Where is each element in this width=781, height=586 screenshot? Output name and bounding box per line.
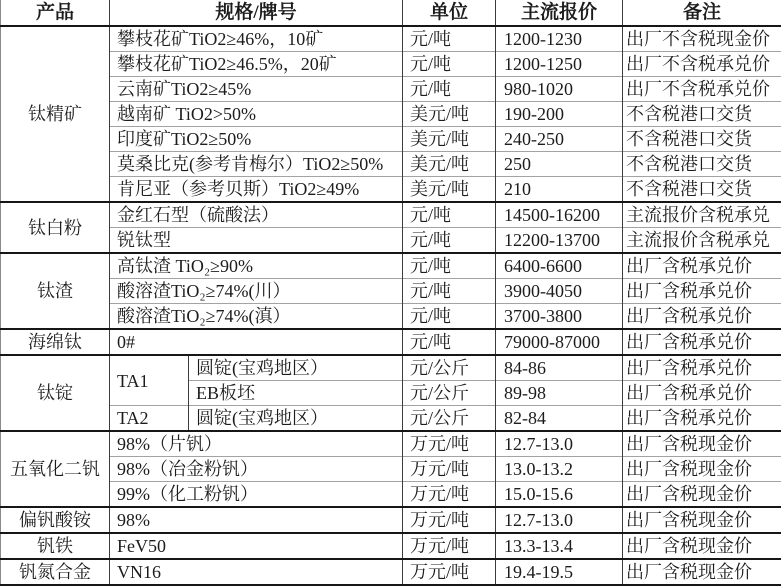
remark-cell: 出厂含税现金价 [623, 457, 781, 482]
table-row [1, 228, 781, 254]
remark-cell: 出厂含税承兑价 [623, 381, 781, 406]
spec-cell: 98%（冶金粉钒） [110, 457, 403, 482]
unit-cell: 元/吨 [403, 329, 496, 355]
header-row [1, 0, 781, 26]
column-header-price: 主流报价 [496, 0, 623, 26]
table-row [1, 77, 781, 102]
price-cell: 3700-3800 [496, 304, 623, 330]
spec-cell: EB板坯 [189, 381, 403, 406]
spec-cell: 圆锭(宝鸡地区） [189, 406, 403, 432]
column-header-spec: 规格/牌号 [110, 0, 403, 26]
remark-cell: 出厂含税承兑价 [623, 279, 781, 304]
spec-cell: 酸溶渣TiO₂≥74%(川） [110, 279, 403, 304]
table-row [1, 431, 781, 457]
product-cell: 钛白粉 [1, 202, 110, 253]
table-row [1, 202, 781, 228]
table-row [1, 127, 781, 152]
unit-cell: 万元/吨 [403, 559, 496, 585]
unit-cell: 元/公斤 [403, 355, 496, 381]
unit-cell: 万元/吨 [403, 533, 496, 559]
spec-cell: 攀枝花矿TiO2≥46.5%，20矿 [110, 52, 403, 77]
spec-cell: 攀枝花矿TiO2≥46%，10矿 [110, 26, 403, 52]
price-cell: 1200-1250 [496, 52, 623, 77]
table-row [1, 482, 781, 508]
price-cell: 3900-4050 [496, 279, 623, 304]
price-cell: 15.0-15.6 [496, 482, 623, 508]
spec-cell: 圆锭(宝鸡地区） [189, 355, 403, 381]
table-row [1, 279, 781, 304]
table-row [1, 52, 781, 77]
spec-cell: 98%（片钒） [110, 431, 403, 457]
table-row [1, 406, 781, 432]
spec-cell: 云南矿TiO2≥45% [110, 77, 403, 102]
spec-cell: 0# [110, 329, 403, 355]
price-cell: 79000-87000 [496, 329, 623, 355]
spec-cell: 98% [110, 507, 403, 533]
unit-cell: 美元/吨 [403, 127, 496, 152]
spec-cell: 酸溶渣TiO₂≥74%(滇） [110, 304, 403, 330]
price-cell: 89-98 [496, 381, 623, 406]
unit-cell: 万元/吨 [403, 482, 496, 508]
spec-cell: 金红石型（硫酸法） [110, 202, 403, 228]
product-cell: 五氧化二钒 [1, 431, 110, 507]
unit-cell: 元/吨 [403, 52, 496, 77]
remark-cell: 出厂不含税承兑价 [623, 52, 781, 77]
remark-cell: 出厂含税现金价 [623, 482, 781, 508]
price-cell: 250 [496, 152, 623, 177]
price-cell: 980-1020 [496, 77, 623, 102]
table-row [1, 304, 781, 330]
remark-cell: 出厂含税现金价 [623, 559, 781, 585]
grade-cell: TA1 [110, 355, 189, 406]
remark-cell: 出厂含税承兑价 [623, 329, 781, 355]
unit-cell: 美元/吨 [403, 102, 496, 127]
unit-cell: 元/吨 [403, 26, 496, 52]
table-row [1, 559, 781, 585]
price-cell: 12200-13700 [496, 228, 623, 254]
unit-cell: 元/公斤 [403, 406, 496, 432]
table-row [1, 507, 781, 533]
remark-cell: 不含税港口交货 [623, 177, 781, 203]
column-header-remark: 备注 [623, 0, 781, 26]
column-header-product: 产品 [1, 0, 110, 26]
price-cell: 13.0-13.2 [496, 457, 623, 482]
unit-cell: 元/吨 [403, 304, 496, 330]
unit-cell: 元/吨 [403, 202, 496, 228]
remark-cell: 出厂含税现金价 [623, 507, 781, 533]
unit-cell: 元/吨 [403, 77, 496, 102]
price-cell: 240-250 [496, 127, 623, 152]
spec-cell: 锐钛型 [110, 228, 403, 254]
product-cell: 钒铁 [1, 533, 110, 559]
spec-cell: 高钛渣 TiO₂≥90% [110, 253, 403, 279]
unit-cell: 美元/吨 [403, 177, 496, 203]
price-cell: 14500-16200 [496, 202, 623, 228]
spec-cell: 印度矿TiO2≥50% [110, 127, 403, 152]
table-row [1, 533, 781, 559]
remark-cell: 出厂含税承兑价 [623, 253, 781, 279]
table-row [1, 457, 781, 482]
price-cell: 13.3-13.4 [496, 533, 623, 559]
table-row [1, 253, 781, 279]
product-cell: 海绵钛 [1, 329, 110, 355]
price-cell: 82-84 [496, 406, 623, 432]
column-header-unit: 单位 [403, 0, 496, 26]
remark-cell: 不含税港口交货 [623, 102, 781, 127]
table-row [1, 329, 781, 355]
table-row [1, 177, 781, 203]
unit-cell: 美元/吨 [403, 152, 496, 177]
table-row [1, 102, 781, 127]
remark-cell: 出厂含税承兑价 [623, 355, 781, 381]
remark-cell: 不含税港口交货 [623, 127, 781, 152]
grade-cell: TA2 [110, 406, 189, 432]
spec-cell: 越南矿 TiO2>50% [110, 102, 403, 127]
price-cell: 1200-1230 [496, 26, 623, 52]
price-cell: 19.4-19.5 [496, 559, 623, 585]
unit-cell: 元/公斤 [403, 381, 496, 406]
remark-cell: 主流报价含税承兑 [623, 202, 781, 228]
product-cell: 钛精矿 [1, 26, 110, 202]
spec-cell: VN16 [110, 559, 403, 585]
unit-cell: 元/吨 [403, 253, 496, 279]
price-cell: 210 [496, 177, 623, 203]
remark-cell: 出厂含税承兑价 [623, 304, 781, 330]
unit-cell: 万元/吨 [403, 507, 496, 533]
price-cell: 190-200 [496, 102, 623, 127]
unit-cell: 元/吨 [403, 279, 496, 304]
unit-cell: 万元/吨 [403, 431, 496, 457]
table-row [1, 152, 781, 177]
product-cell: 钛渣 [1, 253, 110, 329]
remark-cell: 出厂不含税承兑价 [623, 77, 781, 102]
remark-cell: 出厂含税现金价 [623, 431, 781, 457]
product-cell: 钒氮合金 [1, 559, 110, 585]
product-cell: 偏钒酸铵 [1, 507, 110, 533]
table-row [1, 26, 781, 52]
unit-cell: 万元/吨 [403, 457, 496, 482]
remark-cell: 出厂含税承兑价 [623, 406, 781, 432]
spec-cell: 莫桑比克(参考肯梅尔）TiO2≥50% [110, 152, 403, 177]
price-cell: 84-86 [496, 355, 623, 381]
price-cell: 12.7-13.0 [496, 507, 623, 533]
product-cell: 钛锭 [1, 355, 110, 431]
spec-cell: FeV50 [110, 533, 403, 559]
spec-cell: 肯尼亚（参考贝斯）TiO2≥49% [110, 177, 403, 203]
price-cell: 12.7-13.0 [496, 431, 623, 457]
remark-cell: 不含税港口交货 [623, 152, 781, 177]
remark-cell: 出厂含税现金价 [623, 533, 781, 559]
remark-cell: 主流报价含税承兑 [623, 228, 781, 254]
spec-cell: 99%（化工粉钒） [110, 482, 403, 508]
unit-cell: 元/吨 [403, 228, 496, 254]
table-row [1, 355, 781, 381]
remark-cell: 出厂不含税现金价 [623, 26, 781, 52]
price-cell: 6400-6600 [496, 253, 623, 279]
